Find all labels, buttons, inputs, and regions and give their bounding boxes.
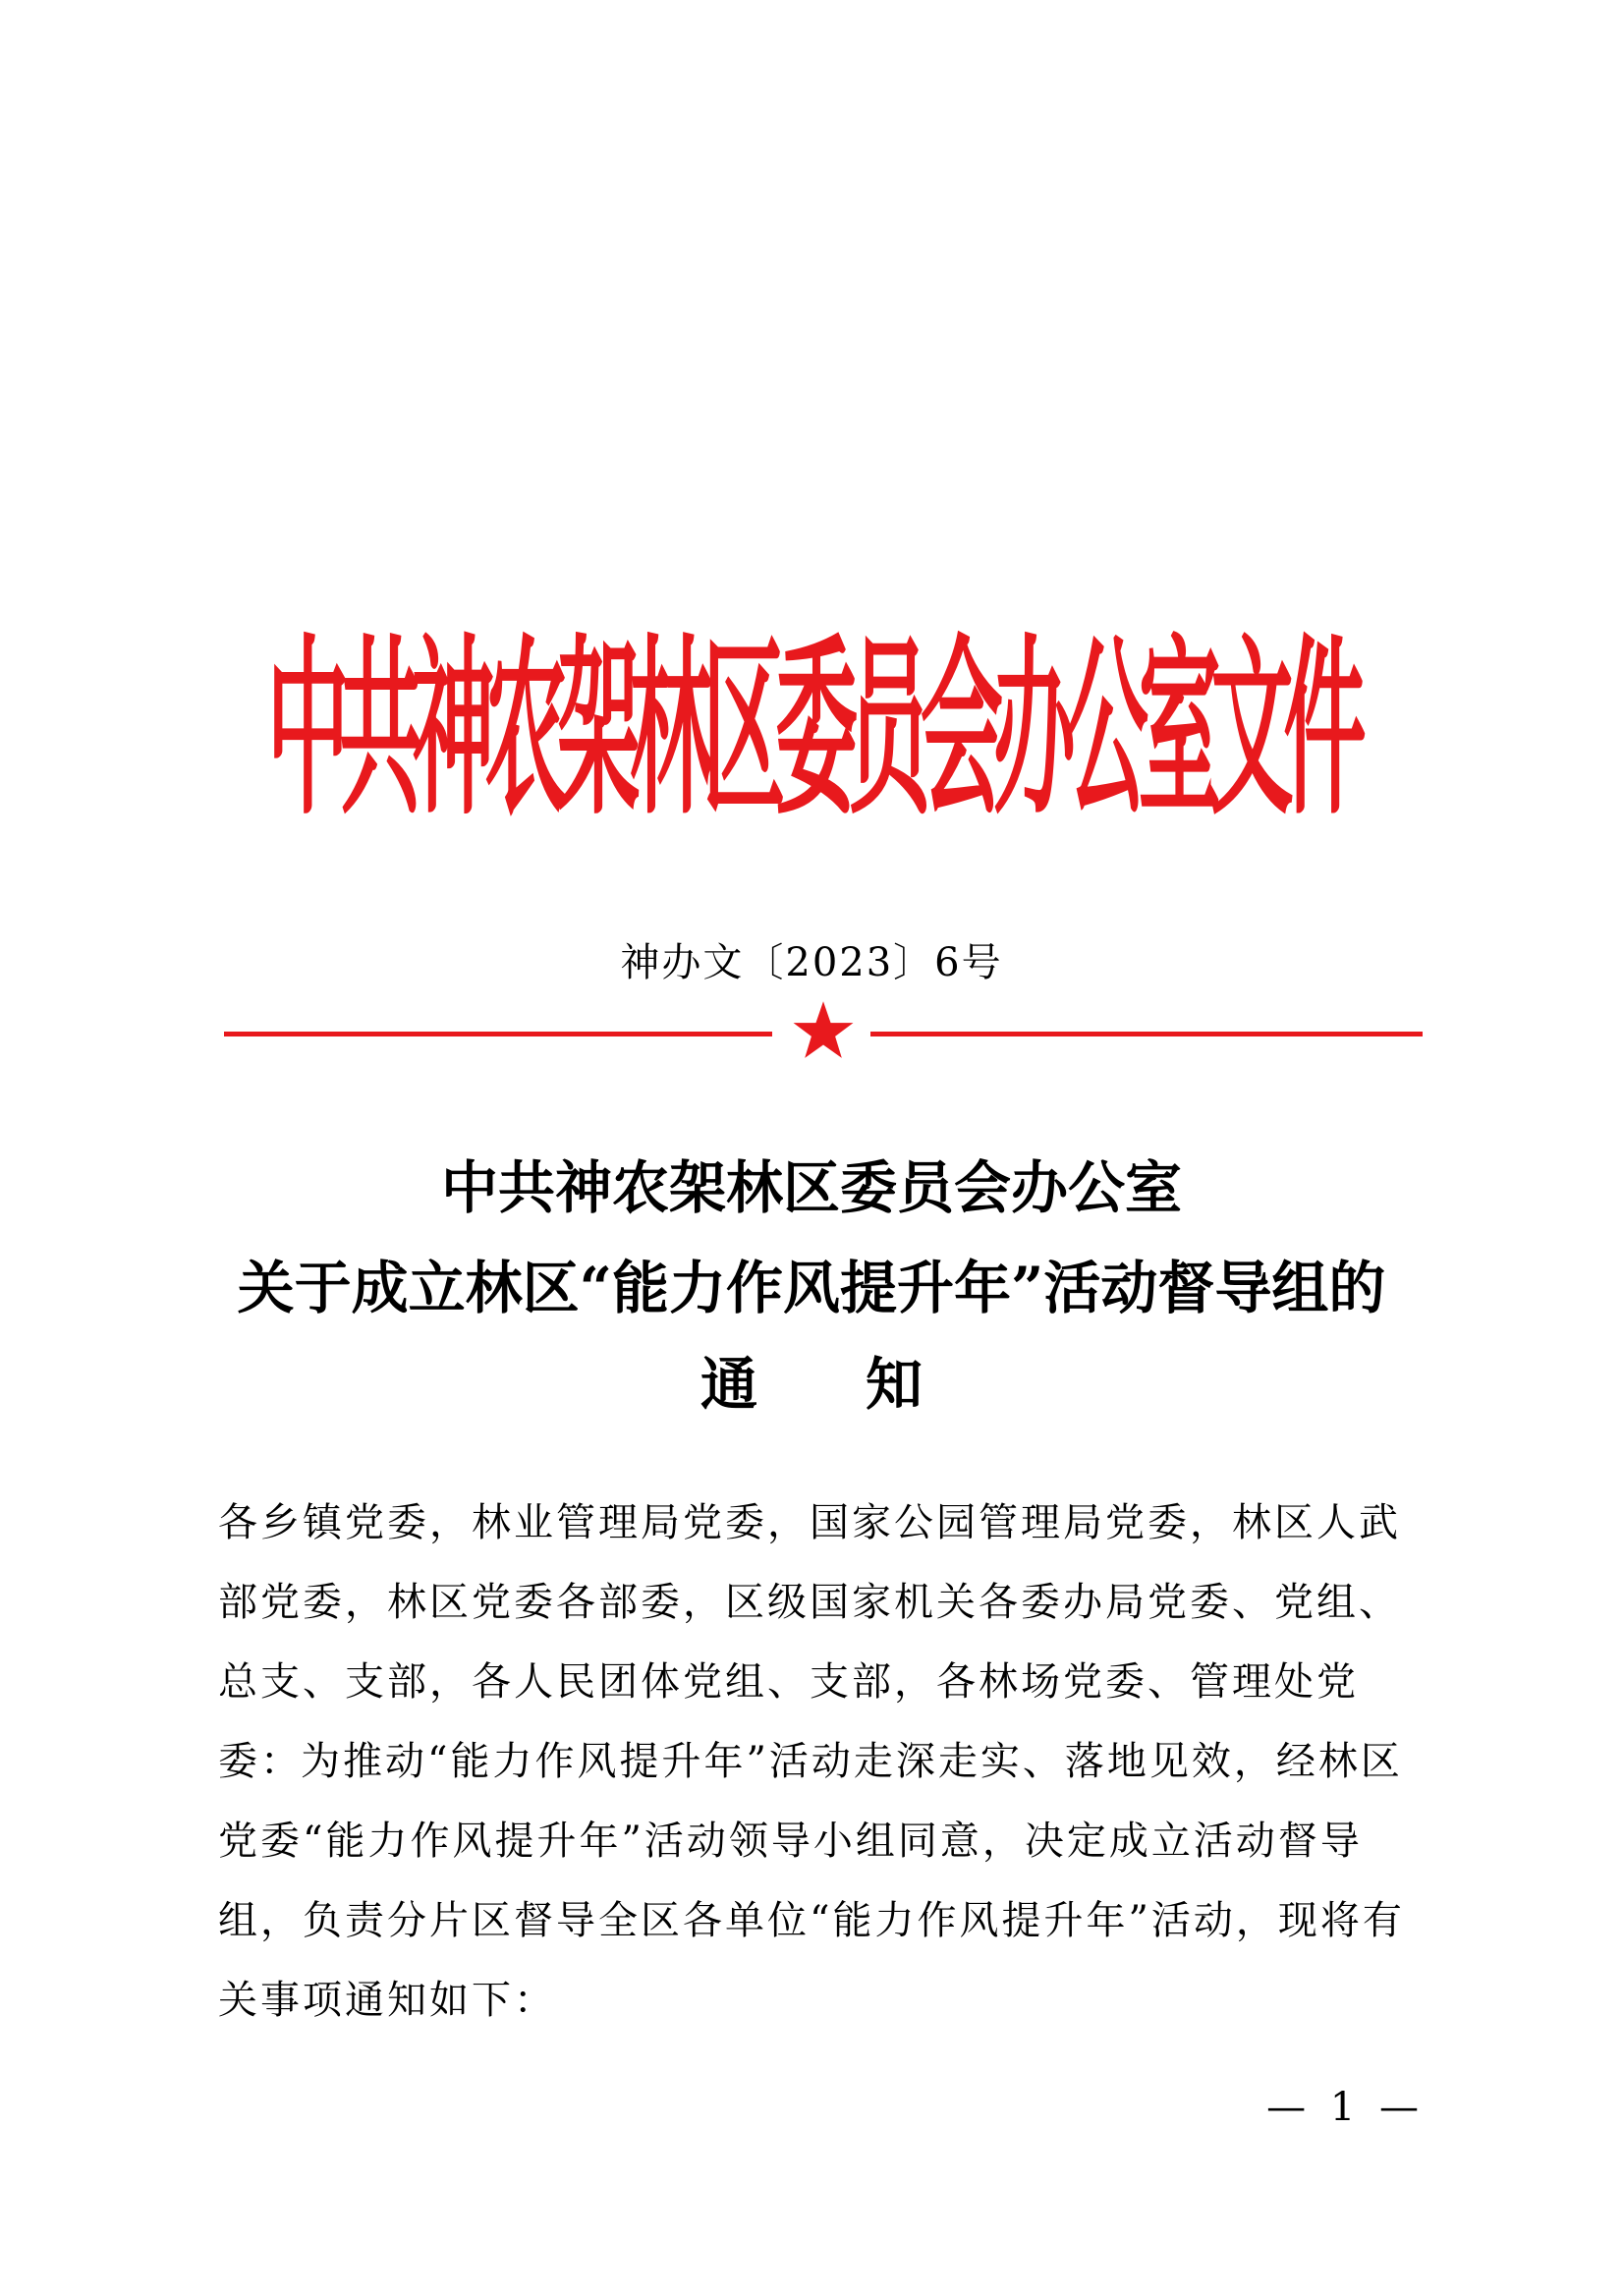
divider-line-left	[224, 1032, 772, 1036]
notice-title-line-3: 通知	[700, 1351, 1031, 1418]
document-number: 神办文〔2023〕6号	[620, 940, 1003, 985]
body-paragraph: 为推动“能力作风提升年”活动走深走实、落地见效，经林区党委“能力作风提升年”活动领导小组同意，决定成立活动督导组，负责分片区督导全区各单位“能力作风提升年”活动，现将有关事项通知如下：	[218, 1739, 1405, 2023]
star-icon	[792, 1000, 855, 1063]
salutation: 各乡镇党委，林业管理局党委，国家公园管理局党委，林区人武部党委，林区党委各部委，区级国家机关各委办局党委、党组、总支、支部，各人民团体党组、支部，各林场党委、管理处党委：	[218, 1500, 1401, 1784]
page-number: — 1 —	[1266, 2085, 1425, 2130]
red-divider	[224, 1004, 1423, 1063]
notice-title-line-1: 中共神农架林区委员会办公室	[440, 1154, 1182, 1221]
notice-title-line-2: 关于成立林区“能力作风提升年”活动督导组的	[237, 1255, 1386, 1321]
divider-line-right	[870, 1032, 1423, 1036]
masthead-title: 中共神农架林区委员会办公室文件	[266, 619, 1357, 842]
